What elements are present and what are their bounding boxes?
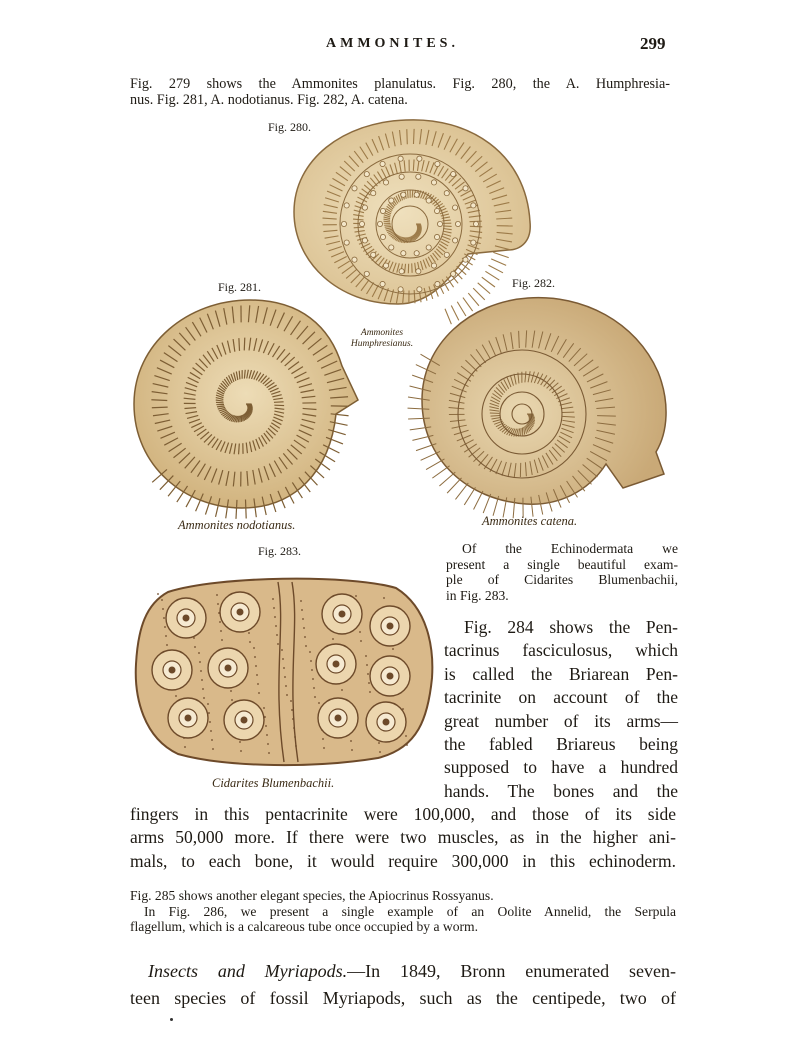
- shell-rib: [521, 428, 522, 436]
- granule-dot: [294, 736, 296, 738]
- intro-line: nus. Fig. 281, A. nodotianus. Fig. 282, A. catena.: [130, 92, 408, 108]
- shell-rib: [426, 459, 444, 470]
- shell-rib: [493, 252, 508, 257]
- granule-dot: [290, 700, 292, 702]
- tubercle: [344, 203, 349, 208]
- granule-dot: [275, 625, 277, 627]
- shell-rib: [151, 400, 167, 401]
- granule-dot: [210, 730, 212, 732]
- tubercle-boss: [185, 715, 192, 722]
- paragraph-text: —In 1849, Bronn enumerated seven-: [347, 961, 676, 981]
- paragraph-line: fingers in this pentacrinite were 100,000, and those of its side: [130, 804, 676, 824]
- tubercle: [341, 221, 346, 226]
- tubercle: [451, 172, 456, 177]
- granule-dot: [249, 641, 251, 643]
- shell-rib: [464, 487, 475, 505]
- granule-dot: [258, 692, 260, 694]
- granule-dot: [292, 718, 294, 720]
- tubercle-boss: [237, 609, 244, 616]
- granule-dot: [285, 685, 287, 687]
- page-number: 299: [640, 34, 666, 53]
- tubercle: [377, 221, 382, 226]
- paragraph-line: ple of Cidarites Blumenbachii,: [446, 572, 678, 587]
- granule-dot: [268, 752, 270, 754]
- tubercle: [364, 172, 369, 177]
- granule-dot: [255, 665, 257, 667]
- granule-dot: [360, 640, 362, 642]
- granule-dot: [265, 725, 267, 727]
- intro-line: Fig. 279 shows the Ammonites planulatus. Fig. 280, the A. Humphresia-: [130, 76, 670, 92]
- paragraph-line: Of the Echinodermata we: [462, 541, 678, 556]
- shell-rib: [244, 338, 245, 351]
- granule-dot: [200, 670, 202, 672]
- tubercle: [389, 198, 394, 203]
- paragraph-line: arms 50,000 more. If there were two muscles, as in the higher ani-: [130, 827, 676, 848]
- granule-dot: [161, 599, 163, 601]
- granule-dot: [266, 734, 268, 736]
- granule-dot: [359, 631, 361, 633]
- granule-dot: [216, 594, 218, 596]
- granule-dot: [379, 751, 381, 753]
- running-head: AMMONITES.: [326, 36, 459, 51]
- paragraph-line: tacrinite on account of the: [444, 687, 678, 708]
- tubercle: [416, 174, 421, 179]
- granule-dot: [286, 694, 288, 696]
- granule-dot: [273, 607, 275, 609]
- pentacrinus-paragraph-side: [444, 616, 678, 803]
- granule-dot: [193, 637, 195, 639]
- tubercle: [463, 257, 468, 262]
- granule-dot: [211, 739, 213, 741]
- shell-rib: [519, 331, 520, 348]
- granule-dot: [355, 595, 357, 597]
- shell-rib: [412, 190, 413, 198]
- shell-rib: [489, 265, 503, 273]
- tubercle: [383, 263, 388, 268]
- granule-dot: [184, 746, 186, 748]
- tubercle: [431, 263, 436, 268]
- granule-dot: [276, 634, 278, 636]
- granule-dot: [166, 644, 168, 646]
- tubercle: [380, 281, 385, 286]
- granule-dot: [310, 660, 312, 662]
- pentacrinus-paragraph-full: [130, 803, 676, 873]
- shell-rib: [485, 271, 499, 280]
- granule-dot: [368, 682, 370, 684]
- echinoderm-paragraph: [446, 541, 678, 603]
- tubercle: [434, 208, 439, 213]
- granule-dot: [323, 747, 325, 749]
- paragraph-line: [130, 958, 676, 985]
- granule-dot: [230, 690, 232, 692]
- intro-paragraph: [130, 76, 670, 108]
- tubercle: [444, 191, 449, 196]
- fig-281-caption: Ammonites nodotianus.: [178, 518, 296, 532]
- shell-rib: [152, 407, 168, 408]
- paragraph-line: mals, to each bone, it would require 300,000 in this echinoderm.: [130, 850, 676, 871]
- shell-rib: [239, 444, 240, 455]
- granule-dot: [406, 744, 408, 746]
- granule-dot: [209, 721, 211, 723]
- tubercle: [383, 180, 388, 185]
- tubercle: [344, 240, 349, 245]
- granule-dot: [309, 651, 311, 653]
- tubercle: [380, 161, 385, 166]
- granule-dot: [164, 626, 166, 628]
- granule-dot: [283, 667, 285, 669]
- granule-dot: [157, 593, 159, 595]
- granule-dot: [378, 742, 380, 744]
- tubercle-boss: [333, 661, 340, 668]
- granule-dot: [341, 689, 343, 691]
- tubercle-boss: [225, 665, 232, 672]
- granule-dot: [263, 707, 265, 709]
- granule-dot: [162, 608, 164, 610]
- shell-rib: [239, 338, 240, 351]
- fig-283-caption: Cidarites Blumenbachii.: [212, 776, 335, 790]
- shell-rib: [244, 370, 245, 379]
- granule-dot: [239, 741, 241, 743]
- granule-dot: [202, 688, 204, 690]
- tubercle: [426, 245, 431, 250]
- tubercle-boss: [335, 715, 342, 722]
- shell-rib: [274, 402, 284, 403]
- granule-dot: [314, 696, 316, 698]
- print-speck: [170, 1018, 173, 1021]
- shell-rib: [413, 159, 414, 170]
- shell-rib: [447, 478, 461, 493]
- tubercle: [473, 221, 478, 226]
- tubercle: [380, 234, 385, 239]
- tubercle: [398, 156, 403, 161]
- shell-rib: [483, 494, 491, 513]
- granule-dot: [350, 740, 352, 742]
- granule-dot: [293, 727, 295, 729]
- tubercle-boss: [387, 673, 394, 680]
- figure-notes: [130, 888, 676, 935]
- granule-dot: [304, 636, 306, 638]
- granule-dot: [303, 627, 305, 629]
- shell-rib: [491, 415, 500, 416]
- fig-280-caption-line: Humphresianus.: [350, 339, 414, 349]
- granule-dot: [231, 699, 233, 701]
- granule-dot: [277, 643, 279, 645]
- shell-rib: [432, 466, 449, 478]
- granule-dot: [405, 735, 407, 737]
- granule-dot: [392, 648, 394, 650]
- granule-dot: [332, 638, 334, 640]
- granule-dot: [267, 743, 269, 745]
- shell-rib: [482, 277, 495, 287]
- tubercle: [435, 161, 440, 166]
- paragraph-line: in Fig. 283.: [446, 587, 509, 603]
- paragraph-line: supposed to have a hundred: [444, 757, 678, 778]
- note-line: In Fig. 286, we present a single example of an Oolite Annelid, the Serpula: [144, 903, 676, 919]
- shell-rib: [239, 371, 240, 380]
- granule-dot: [282, 658, 284, 660]
- granule-dot: [311, 669, 313, 671]
- paragraph-line: is called the Briarean Pen-: [444, 663, 678, 684]
- tubercle: [416, 269, 421, 274]
- tubercle: [444, 252, 449, 257]
- granule-dot: [199, 661, 201, 663]
- tubercle: [414, 251, 419, 256]
- fig-282-ammonite-catena-illustration: [418, 292, 670, 512]
- granule-dot: [254, 656, 256, 658]
- granule-dot: [295, 745, 297, 747]
- fig-282-label: Fig. 282.: [512, 276, 556, 290]
- shell-rib: [408, 191, 409, 199]
- shell-rib: [439, 472, 455, 486]
- granule-dot: [383, 597, 385, 599]
- granule-dot: [248, 632, 250, 634]
- tubercle: [398, 287, 403, 292]
- granule-dot: [219, 621, 221, 623]
- tubercle: [401, 192, 406, 197]
- tubercle: [434, 234, 439, 239]
- granule-dot: [207, 703, 209, 705]
- fig-282-caption: Ammonites catena.: [482, 514, 578, 528]
- shell-rib: [407, 129, 408, 144]
- granule-dot: [256, 674, 258, 676]
- note-line: Fig. 285 shows another elegant species, the Apiocrinus Rossyanus.: [130, 888, 494, 903]
- granule-dot: [274, 616, 276, 618]
- tubercle-boss: [169, 667, 176, 674]
- paragraph-line: present a single beautiful exam-: [446, 556, 678, 572]
- paragraph-line: tacrinus fasciculosus, which: [444, 640, 678, 661]
- granule-dot: [365, 655, 367, 657]
- tubercle: [362, 238, 367, 243]
- tubercle: [389, 245, 394, 250]
- tubercle-boss: [241, 717, 248, 724]
- granule-dot: [305, 645, 307, 647]
- tubercle: [437, 221, 442, 226]
- fig-280-ammonite-humphresianus-illustration: [288, 112, 538, 312]
- shell-rib: [354, 227, 364, 228]
- section-heading: Insects and Myriapods.: [148, 961, 348, 981]
- tubercle: [453, 205, 458, 210]
- note-line: flagellum, which is a calcareous tube once occupied by a worm.: [130, 919, 479, 934]
- tubercle-boss: [383, 719, 390, 726]
- tubercle: [362, 205, 367, 210]
- shell-rib: [491, 259, 506, 265]
- granule-dot: [253, 647, 255, 649]
- granule-dot: [165, 635, 167, 637]
- tubercle: [371, 191, 376, 196]
- granule-dot: [302, 618, 304, 620]
- tubercle: [471, 203, 476, 208]
- tubercle: [463, 186, 468, 191]
- insects-paragraph: [130, 958, 676, 1012]
- granule-dot: [291, 709, 293, 711]
- fig-283-label: Fig. 283.: [258, 544, 302, 558]
- granule-dot: [194, 646, 196, 648]
- granule-dot: [240, 750, 242, 752]
- granule-dot: [313, 687, 315, 689]
- granule-dot: [300, 600, 302, 602]
- shell-rib: [413, 129, 414, 144]
- shell-rib: [455, 483, 468, 499]
- granule-dot: [322, 738, 324, 740]
- tubercle: [451, 271, 456, 276]
- granule-dot: [208, 712, 210, 714]
- granule-dot: [201, 679, 203, 681]
- tubercle: [435, 281, 440, 286]
- granule-dot: [272, 598, 274, 600]
- paragraph-line: hands. The bones and the: [444, 780, 678, 801]
- tubercle: [399, 174, 404, 179]
- paragraph-line: the fabled Briareus being: [444, 734, 678, 755]
- fig-281-label: Fig. 281.: [218, 280, 262, 294]
- shell-rib: [474, 491, 483, 509]
- granule-dot: [366, 664, 368, 666]
- granule-dot: [221, 639, 223, 641]
- fig-280-caption-line: Ammonites: [360, 328, 404, 338]
- granule-dot: [367, 673, 369, 675]
- granule-dot: [203, 697, 205, 699]
- tubercle: [426, 198, 431, 203]
- granule-dot: [369, 691, 371, 693]
- tubercle-boss: [339, 611, 346, 618]
- granule-dot: [257, 683, 259, 685]
- granule-dot: [284, 676, 286, 678]
- shell-rib: [411, 236, 412, 242]
- fig-281-ammonite-nodotianus-illustration: [130, 296, 370, 516]
- granule-dot: [217, 603, 219, 605]
- tubercle: [417, 156, 422, 161]
- granule-dot: [281, 649, 283, 651]
- fig-280-label: Fig. 280.: [268, 120, 312, 134]
- granule-dot: [220, 630, 222, 632]
- tubercle-boss: [387, 623, 394, 630]
- paragraph-line: great number of its arms—: [444, 710, 678, 731]
- shell-rib: [246, 500, 247, 519]
- tubercle-boss: [183, 615, 190, 622]
- granule-dot: [163, 617, 165, 619]
- tubercle: [380, 208, 385, 213]
- tubercle: [414, 192, 419, 197]
- tubercle: [352, 257, 357, 262]
- tubercle: [364, 271, 369, 276]
- tubercle: [371, 252, 376, 257]
- paragraph-line: Fig. 284 shows the Pen-: [464, 617, 678, 637]
- granule-dot: [318, 702, 320, 704]
- tubercle: [455, 221, 460, 226]
- tubercle: [399, 269, 404, 274]
- paragraph-line: teen species of fossil Myriapods, such as the centipede, two of: [130, 988, 676, 1008]
- tubercle: [453, 238, 458, 243]
- tubercle: [359, 221, 364, 226]
- shell-rib: [384, 221, 391, 222]
- granule-dot: [351, 749, 353, 751]
- tubercle: [471, 240, 476, 245]
- tubercle: [401, 251, 406, 256]
- granule-dot: [312, 678, 314, 680]
- granule-dot: [212, 748, 214, 750]
- tubercle: [352, 186, 357, 191]
- granule-dot: [301, 609, 303, 611]
- tubercle: [431, 180, 436, 185]
- fig-283-cidarites-illustration: [128, 568, 436, 768]
- granule-dot: [175, 695, 177, 697]
- granule-dot: [198, 652, 200, 654]
